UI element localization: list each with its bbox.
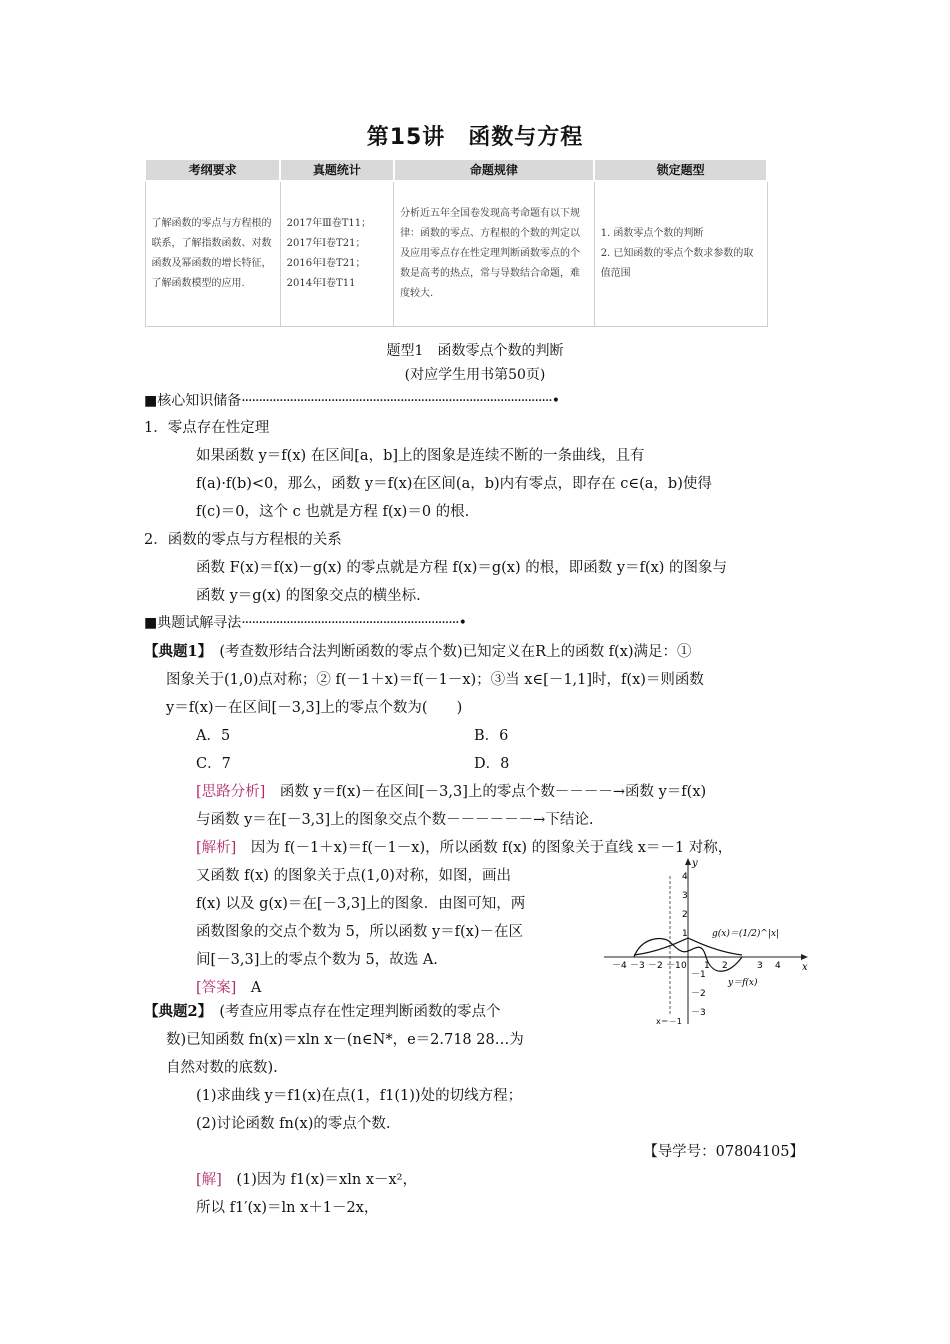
y-axis-arrow bbox=[685, 858, 691, 865]
type-1: 1. 函数零点个数的判断 bbox=[600, 228, 704, 239]
example2-question1: (1)求曲线 y＝f1(x)在点(1，f1(1))处的切线方程； bbox=[196, 1088, 523, 1104]
example2-line1 bbox=[144, 1000, 501, 1021]
section-ref: (对应学生用书第50页) bbox=[404, 367, 546, 383]
jiexi-line4: 函数图象的交点个数为 5，所以函数 y＝f(x)－在区 bbox=[196, 924, 523, 940]
jiexi-line1 bbox=[196, 836, 732, 857]
f-label: y＝f(x) bbox=[728, 978, 758, 988]
x-tick: －3 bbox=[630, 961, 645, 971]
y-ticks bbox=[682, 872, 706, 1018]
cell-pattern: 分析近五年全国卷发现高考命题有以下规律：函数的零点、方程根的个数的判定以及应用零点存在性定理判断函数零点的个数是高考的热点，常与导数结合命题，难度较大. bbox=[394, 181, 595, 327]
analysis-line1 bbox=[196, 780, 706, 801]
item1-line1: 如果函数 y＝f(x) 在区间[a，b]上的图象是连续不断的一条曲线，且有 bbox=[196, 448, 645, 464]
example2-tag: 【典题2】 bbox=[144, 1003, 205, 1020]
y-tick: 1 bbox=[682, 929, 688, 939]
x-tick: －2 bbox=[648, 961, 663, 971]
option-b: B．6 bbox=[474, 728, 509, 744]
option-d: D．8 bbox=[474, 756, 510, 772]
core-knowledge-header bbox=[144, 390, 559, 410]
header-stats: 真题统计 bbox=[280, 159, 393, 181]
item1-title: 1．零点存在性定理 bbox=[144, 420, 270, 436]
y-tick: 4 bbox=[682, 872, 688, 882]
option-a: A．5 bbox=[196, 728, 231, 744]
y-tick: 2 bbox=[682, 910, 688, 920]
cell-outline: 了解函数的零点与方程根的联系，了解指数函数、对数函数及幂函数的增长特征，了解函数模型的应用. bbox=[145, 181, 280, 327]
jiexi-line2: 又函数 f(x) 的图象关于点(1,0)对称，如图，画出 bbox=[196, 868, 511, 884]
y-tick: －2 bbox=[691, 989, 706, 999]
solution-tag: [解] bbox=[196, 1172, 222, 1188]
y-tick: 3 bbox=[682, 891, 688, 901]
jiexi-text1: 因为 f(－1＋x)＝f(－1－x)，所以函数 f(x) 的图象关于直线 x＝－1 对称， bbox=[236, 840, 733, 856]
stat-1: 2017年Ⅲ卷T11； bbox=[286, 218, 372, 229]
item1-line3: f(c)＝0，这个 c 也就是方程 f(x)＝0 的根. bbox=[196, 504, 470, 520]
page-title: 第15讲 函数与方程 bbox=[366, 125, 584, 150]
example1-line2: 图象关于(1,0)点对称；② f(－1＋x)＝f(－1－x)；③当 x∈[－1,1]时，f(x)＝则函数 bbox=[166, 672, 704, 688]
jiexi-tag: [解析] bbox=[196, 840, 237, 856]
example1-line3: y＝f(x)－在区间[－3,3]上的零点个数为( ) bbox=[166, 700, 463, 716]
method-dots: ·······························································• bbox=[241, 615, 466, 631]
y-tick: －3 bbox=[691, 1008, 706, 1018]
section-title: 题型1 函数零点个数的判断 bbox=[386, 343, 564, 359]
core-dots: ··························································································• bbox=[241, 393, 560, 409]
header-pattern: 命题规律 bbox=[394, 159, 595, 181]
example2-line2: 数)已知函数 fn(x)＝xln x－(n∈N*，e＝2.718 28…为 bbox=[166, 1032, 524, 1048]
item2-line1: 函数 F(x)＝f(x)－g(x) 的零点就是方程 f(x)＝g(x) 的根，即函数 y＝f(x) 的图象与 bbox=[196, 560, 728, 576]
y-tick: －1 bbox=[691, 970, 706, 980]
x-axis-label: x bbox=[802, 962, 808, 973]
y-axis-label: y bbox=[692, 858, 698, 869]
function-graph bbox=[604, 856, 810, 1026]
jiexi-line3: f(x) 以及 g(x)＝在[－3,3]上的图象．由图可知，两 bbox=[196, 896, 526, 912]
analysis-line2: 与函数 y＝在[－3,3]上的图象交点个数－－－－－－→下结论. bbox=[196, 812, 594, 828]
x-tick: －1 bbox=[666, 961, 681, 971]
x-tick: 3 bbox=[757, 961, 763, 971]
header-outline: 考纲要求 bbox=[145, 159, 280, 181]
x-tick: 0 bbox=[681, 961, 687, 971]
example2-line3: 自然对数的底数). bbox=[166, 1060, 278, 1076]
stat-2: 2017年Ⅰ卷T21； bbox=[286, 238, 366, 249]
item1-line2: f(a)·f(b)<0，那么，函数 y＝f(x)在区间(a，b)内有零点，即存在 c∈(a，b)使得 bbox=[196, 476, 712, 492]
type-2: 2. 已知函数的零点个数求参数的取值范围 bbox=[600, 248, 754, 279]
x-tick: －4 bbox=[612, 961, 627, 971]
analysis-text1: 函数 y＝f(x)－在区间[－3,3]上的零点个数－－－－→函数 y＝f(x) bbox=[265, 784, 707, 800]
jiexi-line5: 间[－3,3]上的零点个数为 5，故选 A. bbox=[196, 952, 438, 968]
item2-line2: 函数 y＝g(x) 的图象交点的横坐标. bbox=[196, 588, 421, 604]
method-header-label: ■典题试解寻法 bbox=[144, 615, 242, 631]
solution-line2: 所以 f1′(x)＝ln x＋1－2x， bbox=[196, 1200, 379, 1216]
x-tick: 4 bbox=[775, 961, 781, 971]
stat-3: 2016年Ⅰ卷T21； bbox=[286, 258, 366, 269]
answer-tag: [答案] bbox=[196, 980, 237, 996]
x-tick: 1 bbox=[704, 961, 710, 971]
guide-number: 【导学号：07804105】 bbox=[643, 1144, 804, 1160]
method-header bbox=[144, 612, 466, 632]
example2-question2: (2)讨论函数 fn(x)的零点个数. bbox=[196, 1116, 391, 1132]
cell-types bbox=[594, 181, 767, 327]
x-tick: 2 bbox=[722, 961, 728, 971]
example1-tag: 【典题1】 bbox=[144, 643, 205, 660]
answer-value: A bbox=[250, 980, 262, 996]
example2-text1: (考查应用零点存在性定理判断函数的零点个 bbox=[204, 1004, 501, 1020]
option-c: C．7 bbox=[196, 756, 231, 772]
g-label: g(x)＝(1/2)^|x| bbox=[712, 929, 780, 939]
answer-line bbox=[196, 976, 261, 997]
stat-4: 2014年Ⅰ卷T11 bbox=[286, 278, 356, 289]
item2-title: 2．函数的零点与方程根的关系 bbox=[144, 532, 342, 548]
solution-line1 bbox=[196, 1168, 417, 1189]
header-types: 锁定题型 bbox=[594, 159, 767, 181]
analysis-tag: [思路分析] bbox=[196, 784, 266, 800]
example1-line1 bbox=[144, 640, 692, 661]
solution-text1: (1)因为 f1(x)＝xln x－x²， bbox=[221, 1172, 417, 1188]
symmetry-line-label: x＝－1 bbox=[656, 1017, 682, 1026]
cell-stats bbox=[280, 181, 393, 327]
example1-text1: (考查数形结合法判断函数的零点个数)已知定义在R上的函数 f(x)满足：① bbox=[204, 644, 692, 660]
core-header-label: ■核心知识储备 bbox=[144, 393, 242, 409]
x-axis-arrow bbox=[801, 954, 808, 960]
summary-table bbox=[144, 158, 768, 327]
